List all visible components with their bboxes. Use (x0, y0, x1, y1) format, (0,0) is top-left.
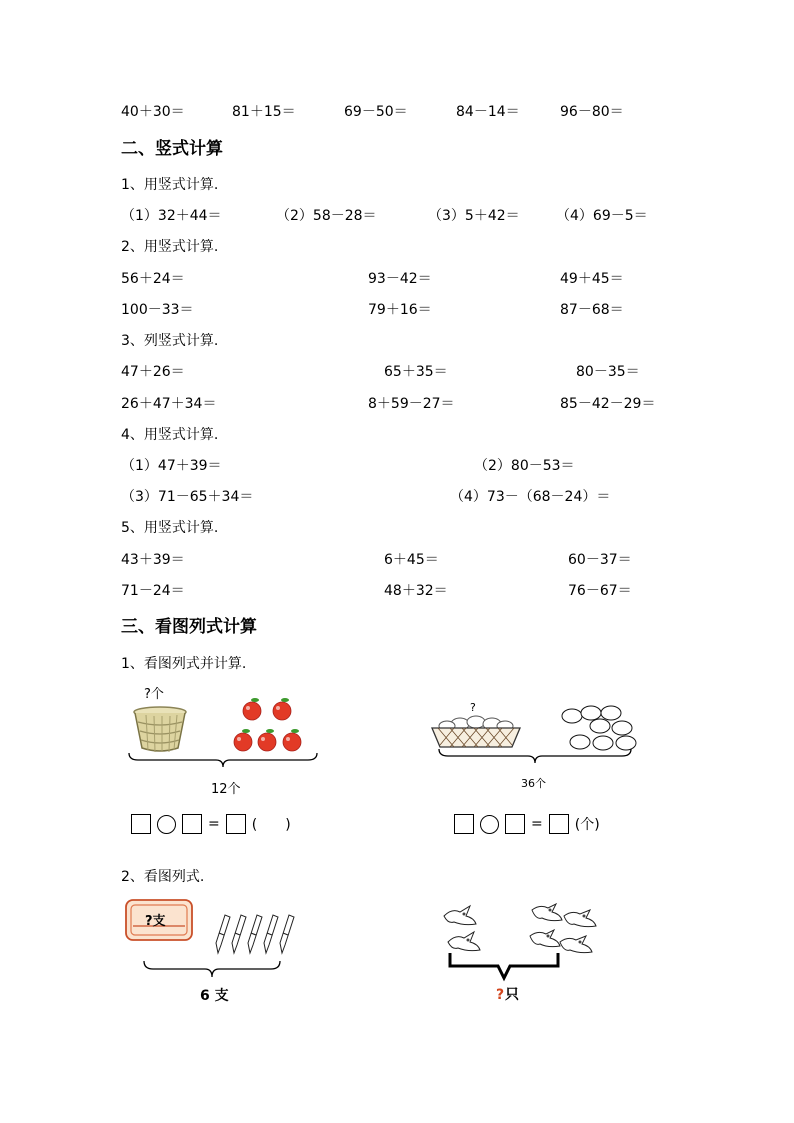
answer-equation-right (454, 814, 600, 834)
calc-item: 96－80＝ (560, 104, 624, 120)
section-title: 三、看图列式计算 (121, 617, 257, 637)
calc-item: 43＋39＝ (121, 552, 185, 568)
pencils-illustration (210, 911, 298, 955)
calc-item: 71－24＝ (121, 583, 185, 599)
basket-illustration (132, 706, 188, 754)
calc-item: （2）58－28＝ (276, 208, 377, 224)
total-label: 只 (505, 987, 519, 1003)
operator-circle[interactable] (480, 815, 499, 834)
brace-icon (448, 952, 560, 980)
calc-item: 69－50＝ (344, 104, 408, 120)
calc-item: 93－42＝ (368, 271, 432, 287)
calc-item: 47＋26＝ (121, 364, 185, 380)
section-title: 二、竖式计算 (121, 139, 223, 159)
brace-icon (128, 752, 318, 768)
question-count-label: ?个 (144, 687, 164, 702)
calc-item: 56＋24＝ (121, 271, 185, 287)
calc-item: 79＋16＝ (368, 302, 432, 318)
calc-item: 84－14＝ (456, 104, 520, 120)
answer-box[interactable] (182, 814, 202, 834)
answer-box[interactable] (131, 814, 151, 834)
calc-item: 87－68＝ (560, 302, 624, 318)
equals-sign: = (531, 816, 543, 832)
calc-item: （4）73－（68－24）＝ (450, 489, 611, 505)
calc-item: （2）80－53＝ (474, 458, 575, 474)
total-label: 6 支 (200, 988, 229, 1004)
question-label: 3、列竖式计算. (121, 333, 219, 349)
eggs-illustration (558, 706, 640, 752)
calc-item: 85－42－29＝ (560, 396, 656, 412)
calc-item: 40＋30＝ (121, 104, 185, 120)
answer-box[interactable] (226, 814, 246, 834)
question-label: 2、看图列式. (121, 869, 205, 885)
brace-icon (143, 960, 281, 978)
question-label: 1、看图列式并计算. (121, 656, 247, 672)
question-label: 4、用竖式计算. (121, 427, 219, 443)
total-label: 36个 (521, 777, 546, 790)
egg-basket-illustration (430, 715, 522, 749)
calc-item: 26＋47＋34＝ (121, 396, 217, 412)
question-count-label: ? (470, 701, 476, 714)
question-label: 1、用竖式计算. (121, 177, 219, 193)
calc-item: 80－35＝ (576, 364, 640, 380)
question-label: 2、用竖式计算. (121, 239, 219, 255)
question-mark: ? (496, 987, 505, 1003)
operator-circle[interactable] (157, 815, 176, 834)
calc-item: 65＋35＝ (384, 364, 448, 380)
calc-item: （1）32＋44＝ (121, 208, 222, 224)
calc-item: 100－33＝ (121, 302, 194, 318)
pencil-box-label: ?支 (145, 914, 166, 929)
calc-item: （1）47＋39＝ (121, 458, 222, 474)
calc-item: （3）5＋42＝ (428, 208, 520, 224)
answer-box[interactable] (549, 814, 569, 834)
calc-item: 48＋32＝ (384, 583, 448, 599)
calc-item: 6＋45＝ (384, 552, 439, 568)
calc-item: （3）71－65＋34＝ (121, 489, 254, 505)
calc-item: 76－67＝ (568, 583, 632, 599)
equals-sign: = (208, 816, 220, 832)
answer-box[interactable] (454, 814, 474, 834)
calc-item: 60－37＝ (568, 552, 632, 568)
total-label: 12个 (211, 782, 241, 797)
calc-item: 8＋59－27＝ (368, 396, 455, 412)
brace-icon (438, 748, 632, 764)
answer-box[interactable] (505, 814, 525, 834)
apples-illustration (230, 694, 306, 756)
answer-equation-left (131, 814, 291, 834)
question-label: 5、用竖式计算. (121, 520, 219, 536)
unit-label: ( ) (251, 817, 291, 833)
calc-item: （4）69－5＝ (556, 208, 648, 224)
unit-label: (个) (574, 817, 600, 833)
calc-item: 49＋45＝ (560, 271, 624, 287)
calc-item: 81＋15＝ (232, 104, 296, 120)
